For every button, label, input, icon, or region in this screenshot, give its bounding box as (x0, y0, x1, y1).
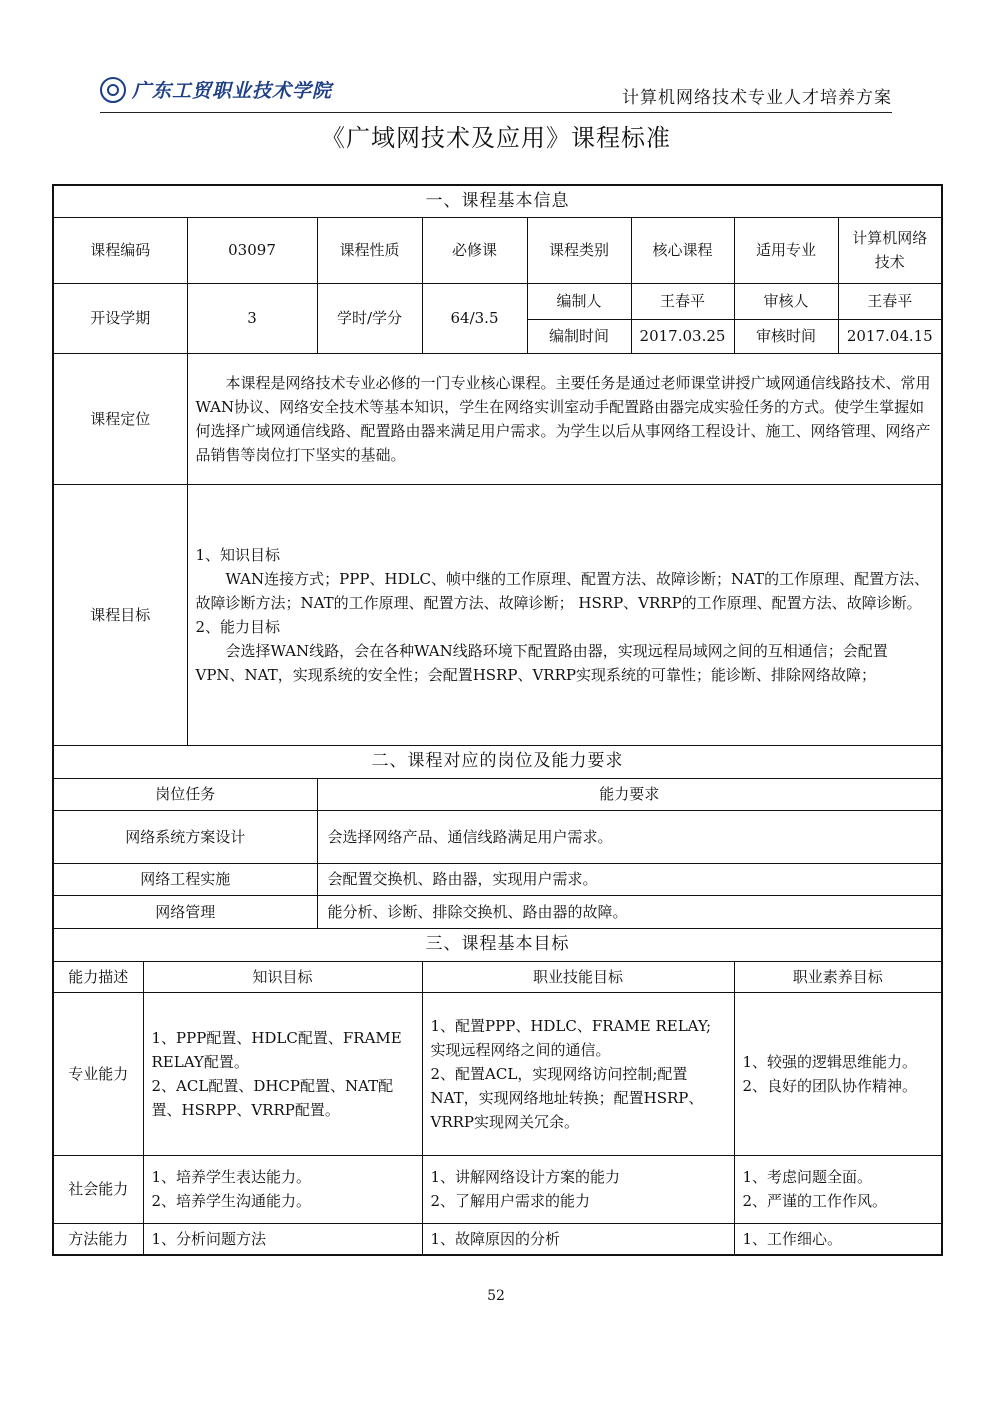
skill-item: 1、讲解网络设计方案的能力 (430, 1168, 621, 1186)
position-cell (187, 353, 942, 484)
skill-item: 1、故障原因的分析 (430, 1229, 561, 1248)
ability-label: 专业能力 (53, 992, 143, 1155)
section1-heading-row (53, 185, 942, 217)
hours-label: 学时/学分 (317, 283, 422, 353)
goal1-title: 1、知识目标 (195, 545, 281, 564)
ability-label: 方法能力 (53, 1223, 143, 1255)
knowledge-item: 1、分析问题方法 (151, 1229, 267, 1248)
section2-heading-row (53, 745, 942, 778)
section3-heading: 三、课程基本目标 (53, 928, 942, 961)
school-emblem-icon (100, 77, 126, 103)
skill-cell (422, 992, 734, 1155)
major-label: 适用专业 (734, 217, 838, 283)
category-value: 核心课程 (631, 217, 734, 283)
goal2-title: 2、能力目标 (195, 617, 281, 636)
quality-item: 1、考虑问题全面。 (742, 1168, 873, 1186)
skill-item: 2、配置ACL，实现网络访问控制;配置NAT，实现网络地址转换；配置HSRP、VRRP实现网关冗余。 (430, 1064, 704, 1131)
skill-cell (422, 1223, 734, 1255)
knowledge-item: 2、培养学生沟通能力。 (151, 1192, 312, 1210)
goals-label: 课程目标 (53, 484, 187, 745)
review-date-label: 审核时间 (734, 319, 838, 353)
table-row (53, 895, 942, 928)
nature-label: 课程性质 (317, 217, 422, 283)
knowledge-cell (143, 1223, 422, 1255)
author-value: 王春平 (631, 283, 734, 319)
requirement-column-header: 能力要求 (317, 778, 942, 810)
requirement-cell: 会选择网络产品、通信线路满足用户需求。 (317, 810, 942, 863)
position-text: 本课程是网络技术专业必修的一门专业核心课程。主要任务是通过老师课堂讲授广域网通信线路技术、常用WAN协议、网络安全技术等基本知识，学生在网络实训室动手配置路由器完成实验任务的方式。使学生掌握如何选择广域网通信线路、配置路由器来满足用户需求。为学生以后从事网络工程设计、施工、网络管理、网络产品销售等岗位打下坚实的基础。 (195, 373, 931, 464)
review-date-value: 2017.04.15 (838, 319, 942, 353)
ability-label: 社会能力 (53, 1155, 143, 1223)
info-row-1 (53, 217, 942, 283)
semester-value: 3 (187, 283, 317, 353)
document-title: 计算机网络技术专业人才培养方案 (622, 88, 892, 108)
knowledge-item: 2、ACL配置、DHCP配置、NAT配置、HSRPP、VRRP配置。 (151, 1076, 394, 1119)
section3-heading-row (53, 928, 942, 961)
requirement-cell: 会配置交换机、路由器，实现用户需求。 (317, 863, 942, 895)
knowledge-item: 1、培养学生表达能力。 (151, 1168, 312, 1186)
major-value: 计算机网络技术 (838, 217, 942, 283)
task-column-header: 岗位任务 (53, 778, 317, 810)
reviewer-label: 审核人 (734, 283, 838, 319)
position-row (53, 353, 942, 484)
category-label: 课程类别 (527, 217, 631, 283)
nature-value: 必修课 (422, 217, 527, 283)
skill-cell (422, 1155, 734, 1223)
quality-column-header: 职业素养目标 (734, 961, 942, 992)
course-standard-table (52, 184, 943, 1256)
goals-cell (187, 484, 942, 745)
table-row (53, 810, 942, 863)
requirement-cell: 能分析、诊断、排除交换机、路由器的故障。 (317, 895, 942, 928)
task-cell: 网络工程实施 (53, 863, 317, 895)
page-title: 《广域网技术及应用》课程标准 (321, 124, 671, 152)
author-label: 编制人 (527, 283, 631, 319)
school-logo (100, 76, 332, 103)
reviewer-value: 王春平 (838, 283, 942, 319)
date-value: 2017.03.25 (631, 319, 734, 353)
school-name: 广东工贸职业技术学院 (132, 80, 333, 102)
skill-item: 1、配置PPP、HDLC、FRAME RELAY;实现远程网络之间的通信。 (430, 1016, 712, 1059)
skill-column-header: 职业技能目标 (422, 961, 734, 992)
knowledge-item: 1、PPP配置、HDLC配置、FRAME RELAY配置。 (151, 1028, 402, 1071)
quality-item: 2、良好的团队协作精神。 (742, 1076, 918, 1095)
quality-item: 2、严谨的工作作风。 (742, 1192, 888, 1210)
goal1-text: WAN连接方式；PPP、HDLC、帧中继的工作原理、配置方法、故障诊断；NAT的工作原理、配置方法、故障诊断方法；NAT的工作原理、配置方法、故障诊断； HSRP、VRRP的工作原理、配置方法、故障诊断。 (195, 569, 930, 612)
professional-ability-row (53, 992, 942, 1155)
section2-header-row (53, 778, 942, 810)
task-cell: 网络系统方案设计 (53, 810, 317, 863)
skill-item: 2、了解用户需求的能力 (430, 1192, 591, 1210)
section3-header-row (53, 961, 942, 992)
quality-item: 1、较强的逻辑思维能力。 (742, 1052, 918, 1071)
task-cell: 网络管理 (53, 895, 317, 928)
section1-heading: 一、课程基本信息 (53, 185, 942, 217)
knowledge-column-header: 知识目标 (143, 961, 422, 992)
section2-heading: 二、课程对应的岗位及能力要求 (53, 745, 942, 778)
knowledge-cell (143, 992, 422, 1155)
date-label: 编制时间 (527, 319, 631, 353)
page-header (100, 72, 892, 113)
info-row-2 (53, 283, 942, 319)
quality-item: 1、工作细心。 (742, 1229, 843, 1248)
page-number: 52 (487, 1288, 505, 1304)
knowledge-cell (143, 1155, 422, 1223)
quality-cell (734, 1223, 942, 1255)
goal2-text: 会选择WAN线路，会在各种WAN线路环境下配置路由器，实现远程局域网之间的互相通信；会配置VPN、NAT，实现系统的安全性；会配置HSRP、VRRP实现系统的可靠性；能诊断、排除网络故障； (195, 641, 888, 684)
hours-value: 64/3.5 (422, 283, 527, 353)
quality-cell (734, 1155, 942, 1223)
method-ability-row (53, 1223, 942, 1255)
semester-label: 开设学期 (53, 283, 187, 353)
position-label: 课程定位 (53, 353, 187, 484)
quality-cell (734, 992, 942, 1155)
course-code: 03097 (187, 217, 317, 283)
social-ability-row (53, 1155, 942, 1223)
table-row (53, 863, 942, 895)
goals-row (53, 484, 942, 745)
ability-column-header: 能力描述 (53, 961, 143, 992)
course-code-label: 课程编码 (53, 217, 187, 283)
